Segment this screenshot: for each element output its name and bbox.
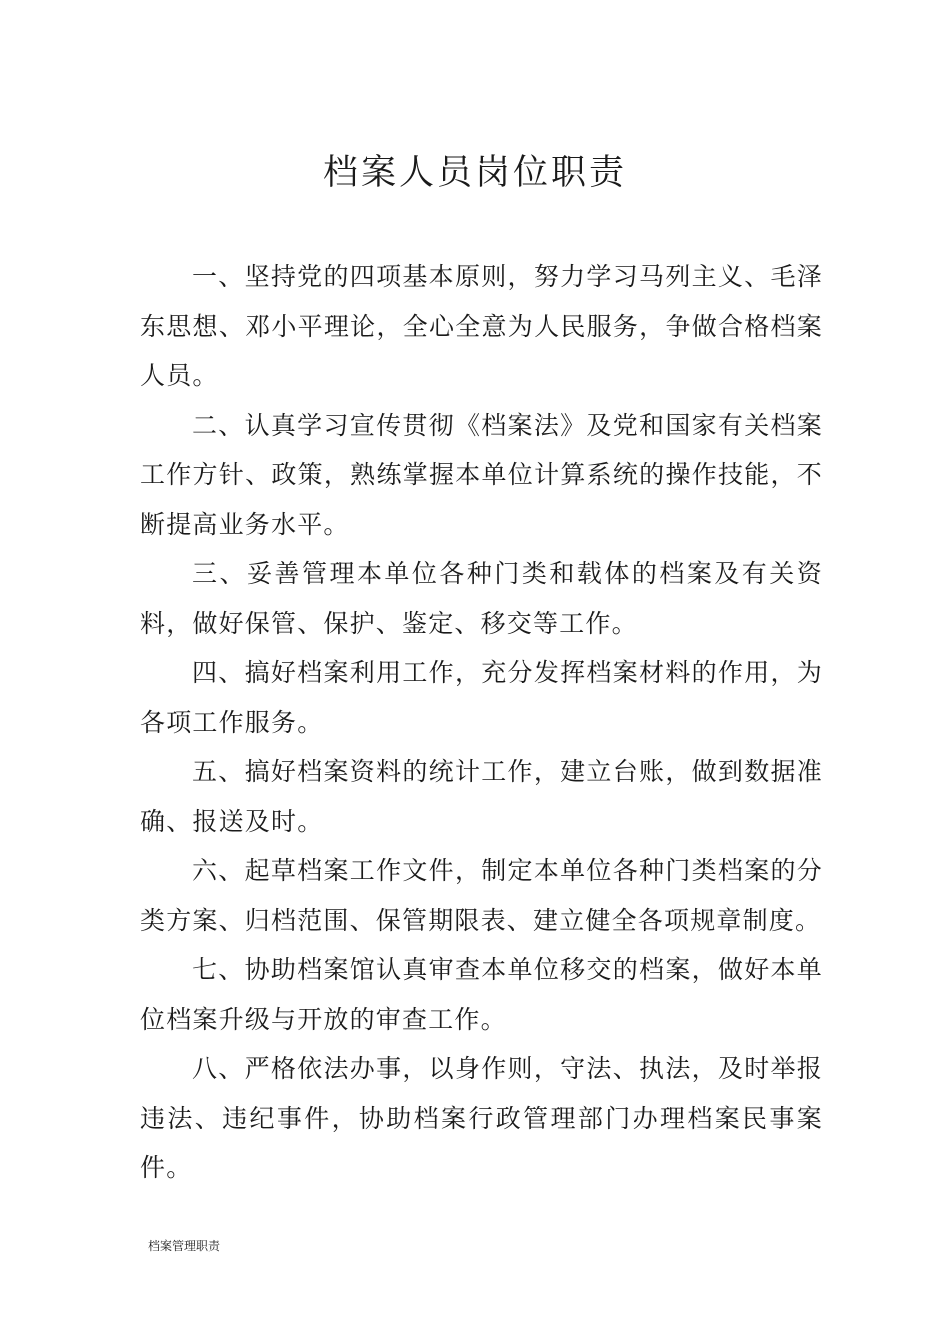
paragraph-8: 八、严格依法办事，以身作则，守法、执法，及时举报违法、违纪事件，协助档案行政管理部门办理档案民事案件。 — [140, 1054, 823, 1182]
paragraph-1: 一、坚持党的四项基本原则，努力学习马列主义、毛泽东思想、邓小平理论，全心全意为人民服务，争做合格档案人员。 — [140, 262, 823, 390]
paragraph-2: 二、认真学习宣传贯彻《档案法》及党和国家有关档案工作方针、政策，熟练掌握本单位计算系统的操作技能，不断提高业务水平。 — [140, 410, 823, 539]
paragraph-5: 五、搞好档案资料的统计工作，建立台账，做到数据准确、报送及时。 — [140, 757, 823, 836]
paragraph-6: 六、起草档案工作文件，制定本单位各种门类档案的分类方案、归档范围、保管期限表、建立健全各项规章制度。 — [140, 856, 823, 935]
document-body — [140, 252, 823, 1193]
paragraph-3: 三、妥善管理本单位各种门类和载体的档案及有关资料，做好保管、保护、鉴定、移交等工作。 — [140, 559, 823, 638]
document-title: 档案人员岗位职责 — [322, 153, 627, 193]
paragraph-4: 四、搞好档案利用工作，充分发挥档案材料的作用，为各项工作服务。 — [140, 658, 823, 737]
page-footer: 档案管理职责 — [148, 1239, 221, 1253]
paragraph-7: 七、协助档案馆认真审查本单位移交的档案，做好本单位档案升级与开放的审查工作。 — [140, 955, 823, 1034]
